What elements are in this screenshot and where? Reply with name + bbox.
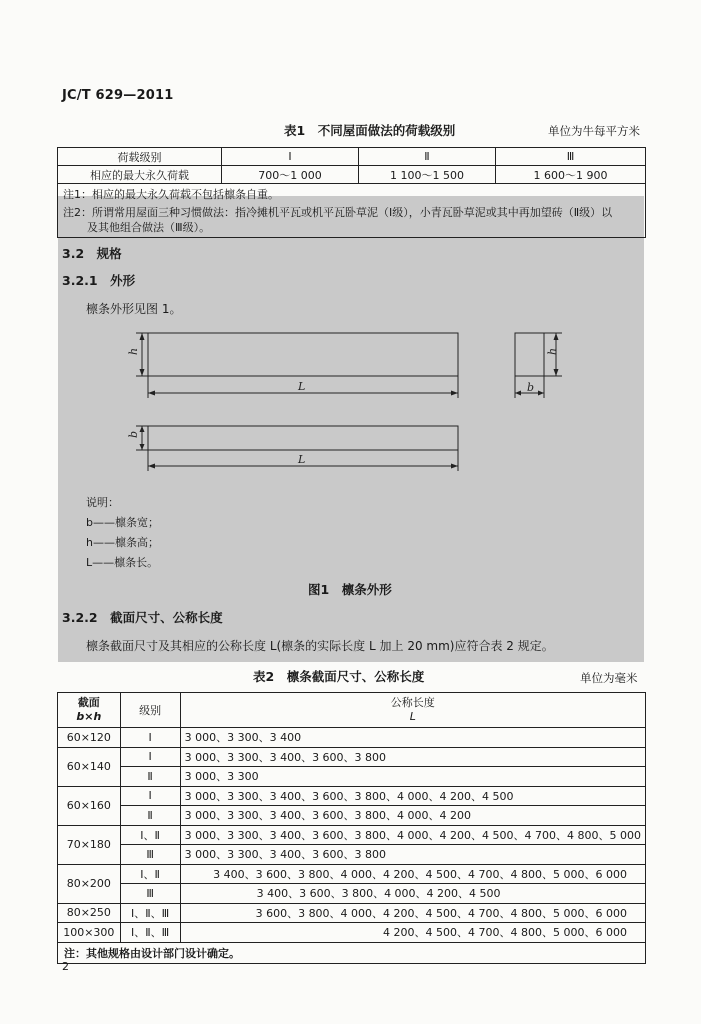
table1-notes	[58, 184, 646, 238]
figure-caption: 图1 檩条外形	[308, 582, 392, 597]
shape-text: 檩条外形见图 1。	[86, 302, 182, 316]
table-cell: 荷载级别	[58, 148, 222, 166]
table-row	[58, 942, 646, 963]
standard-code: JC/T 629—2011	[62, 88, 174, 103]
table-cell: 1 100～1 500	[359, 166, 496, 184]
table2-unit: 单位为毫米	[580, 671, 638, 685]
length-cell: 3 600、3 800、4 000、4 200、4 500、4 700、4 800、5 000、6 000	[180, 903, 645, 923]
table-row	[58, 693, 646, 728]
table-row	[58, 903, 646, 923]
purlin-shape-figure	[120, 325, 580, 495]
table-row	[58, 884, 646, 904]
section-cell: 100×300	[58, 923, 121, 943]
note-1: 注1：相应的最大永久荷载不包括檩条自重。	[63, 188, 279, 201]
table-cell: 1 600～1 900	[496, 166, 646, 184]
length-cell: 3 000、3 300、3 400、3 600、3 800、4 000、4 200	[180, 806, 645, 826]
length-cell: 3 400、3 600、3 800、4 000、4 200、4 500	[180, 884, 645, 904]
purlin-top-view	[148, 426, 458, 450]
label-h-front: h	[127, 347, 140, 355]
table-cell: Ⅰ	[222, 148, 359, 166]
table-row	[58, 923, 646, 943]
label-L-top: L	[298, 453, 306, 466]
label-L-front: L	[298, 380, 306, 393]
table-row	[58, 825, 646, 845]
legend-title: 说明：	[86, 496, 119, 509]
section-3-2: 3.2 规格	[62, 246, 122, 261]
section-cell: 60×160	[58, 786, 121, 825]
section-length-table	[57, 692, 646, 964]
table-cell: 相应的最大永久荷载	[58, 166, 222, 184]
length-cell: 3 000、3 300、3 400、3 600、3 800	[180, 747, 645, 767]
label-h-end: h	[546, 347, 559, 355]
grade-cell: Ⅰ	[120, 747, 180, 767]
note-2-line1: 注2：所谓常用屋面三种习惯做法：指冷摊机平瓦或机平瓦卧草泥（Ⅰ级），小青瓦卧草泥或其中再加望砖（Ⅱ级）以	[63, 206, 613, 219]
legend-h: h——檩条高；	[86, 536, 159, 549]
grade-cell: Ⅰ	[120, 786, 180, 806]
length-cell: 3 000、3 300	[180, 767, 645, 787]
table-row	[58, 786, 646, 806]
length-cell: 3 000、3 300、3 400、3 600、3 800	[180, 845, 645, 865]
section-cell: 80×250	[58, 903, 121, 923]
grade-cell: Ⅱ	[120, 806, 180, 826]
note-2-line2: 及其他组合做法（Ⅲ级）。	[87, 221, 211, 234]
purlin-front-view	[148, 333, 458, 376]
page-number: 2	[62, 960, 69, 973]
grade-cell: Ⅲ	[120, 845, 180, 865]
table2-caption: 表2 檩条截面尺寸、公称长度	[253, 669, 425, 684]
purlin-end-view	[515, 333, 544, 376]
grade-cell: Ⅰ、Ⅱ、Ⅲ	[120, 903, 180, 923]
length-cell: 3 400、3 600、3 800、4 000、4 200、4 500、4 700、4 800、5 000、6 000	[180, 864, 645, 884]
length-cell: 3 000、3 300、3 400、3 600、3 800、4 000、4 200、4 500、4 700、4 800、5 000	[180, 825, 645, 845]
table-cell: 700～1 000	[222, 166, 359, 184]
table-row	[58, 845, 646, 865]
section-cell: 60×120	[58, 728, 121, 748]
section-cell: 80×200	[58, 864, 121, 903]
length-cell: 3 000、3 300、3 400、3 600、3 800、4 000、4 200、4 500	[180, 786, 645, 806]
grade-cell: Ⅰ、Ⅱ	[120, 864, 180, 884]
legend-L: L——檩条长。	[86, 556, 159, 569]
grade-cell: Ⅰ、Ⅱ、Ⅲ	[120, 923, 180, 943]
label-b-top: b	[127, 430, 140, 438]
header-section	[58, 693, 121, 728]
header-length-symbol: L	[409, 710, 416, 723]
table-row	[58, 864, 646, 884]
table-row	[58, 728, 646, 748]
table-row	[58, 184, 646, 238]
section-cell: 60×140	[58, 747, 121, 786]
label-b-end: b	[527, 381, 535, 394]
length-cell: 3 000、3 300、3 400	[180, 728, 645, 748]
grade-cell: Ⅲ	[120, 884, 180, 904]
header-grade: 级别	[120, 693, 180, 728]
header-section-label: 截面	[77, 696, 100, 709]
table-row	[58, 747, 646, 767]
grade-cell: Ⅰ	[120, 728, 180, 748]
table-row	[58, 148, 646, 166]
section-cell: 70×180	[58, 825, 121, 864]
table-cell: Ⅱ	[359, 148, 496, 166]
header-length-label: 公称长度	[390, 696, 435, 709]
table1-unit: 单位为牛每平方米	[548, 124, 640, 138]
section-3-2-2-text: 檩条截面尺寸及其相应的公称长度 L(檩条的实际长度 L 加上 20 mm)应符合表 2 规定。	[86, 639, 554, 653]
load-grade-table	[57, 147, 646, 238]
table1-caption: 表1 不同屋面做法的荷载级别	[284, 123, 456, 138]
table2-note: 注：其他规格由设计部门设计确定。	[58, 942, 646, 963]
table-cell: Ⅲ	[496, 148, 646, 166]
table-row	[58, 166, 646, 184]
section-3-2-1: 3.2.1 外形	[62, 273, 136, 288]
grade-cell: Ⅰ、Ⅱ	[120, 825, 180, 845]
legend-b: b——檩条宽；	[86, 516, 159, 529]
length-cell: 4 200、4 500、4 700、4 800、5 000、6 000	[180, 923, 645, 943]
grade-cell: Ⅱ	[120, 767, 180, 787]
header-section-dims: b×h	[76, 710, 102, 723]
table-row	[58, 806, 646, 826]
section-3-2-2: 3.2.2 截面尺寸、公称长度	[62, 610, 223, 625]
header-length	[180, 693, 645, 728]
table-row	[58, 767, 646, 787]
